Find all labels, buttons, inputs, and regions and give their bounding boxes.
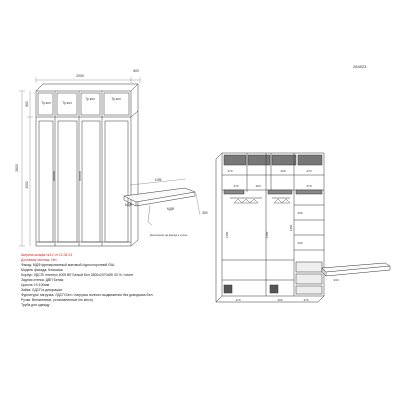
section-top-dim-3: 470 [306, 184, 312, 188]
shelf-dim-length: 1195 [154, 178, 162, 182]
front-dim-width: 2000 [76, 74, 84, 78]
note-line-2: Модель фасада: Классика [21, 268, 63, 273]
section-bottom-dim-3: 470 [303, 298, 309, 302]
note-line-9: Труба для одежду [21, 303, 50, 308]
panel-label-3: Тр.кол [85, 97, 95, 101]
section-mid-dim-1: 470 [227, 169, 233, 173]
section-top-dim-1: 470 [233, 184, 239, 188]
front-dim-bottom: 2000 [25, 181, 29, 189]
note-line-3: Корпус: ЛДСП/ плинтус 4005 ВЕ Белый Бел 2800х2070х55 33 % / плинт [21, 273, 134, 278]
note-red-2: Доставка/ монтаж: Нет [21, 258, 57, 263]
front-dim-top: 800 [25, 101, 29, 107]
section-mid-dim-3: 470 [306, 169, 312, 173]
spec-notes [21, 253, 221, 309]
panel-label-2: Тр.кол [62, 101, 72, 105]
section-view [216, 153, 390, 302]
panel-label-1: Тр.кол [41, 101, 51, 105]
section-center-height: 1450 [265, 231, 269, 239]
section-right-shelf-dim: 330 [333, 278, 339, 282]
section-right-height: 1450 [289, 224, 293, 232]
shelf-note [150, 233, 188, 237]
note-line-1: Фасад: МДФ фрезерованный матовый /односторонний RAL [21, 263, 115, 268]
shelf-label-right: МДФ [167, 207, 175, 211]
note-line-4: Задняя стенка: ДВП Белая [21, 278, 64, 283]
section-bottom-dim-1: 470 [235, 298, 241, 302]
corner-shelf [124, 188, 195, 225]
shelf-label-left: МДФ [125, 203, 133, 207]
note-line-8: Ручки: Вензелевые, установленные /по месту [21, 298, 94, 303]
section-bottom-dim-2: 400 [277, 298, 283, 302]
note-red-1: Ширина шкафа №12 от 12.06.24 [21, 253, 73, 257]
note-line-5: Цоколь: H=100мм [21, 283, 50, 288]
note-line-6: Зайка: ЛДСП в декорации [21, 288, 63, 293]
front-dim-depth: 500 [133, 69, 139, 73]
section-small-dim-2: 330 [297, 241, 303, 245]
front-dim-height: 2800 [15, 164, 19, 172]
shelf-note-text: Крепление на фасад к стене [150, 233, 188, 237]
section-left-height: 1450 [225, 231, 229, 239]
note-line-7: Фурнитура/ нагрузка: ЛДСП Бел / нагрузка полного выдвижения без доводчика Бел. [21, 293, 154, 298]
section-mid-dim-2: 400 [280, 169, 286, 173]
section-small-dim-1: 330 [297, 211, 303, 215]
panel-label-4: Тр.кол [111, 97, 121, 101]
shelf-dim-end: 550 [202, 211, 208, 215]
section-top-dim-2: 400 [255, 184, 261, 188]
order-code: 284523 [353, 64, 367, 69]
